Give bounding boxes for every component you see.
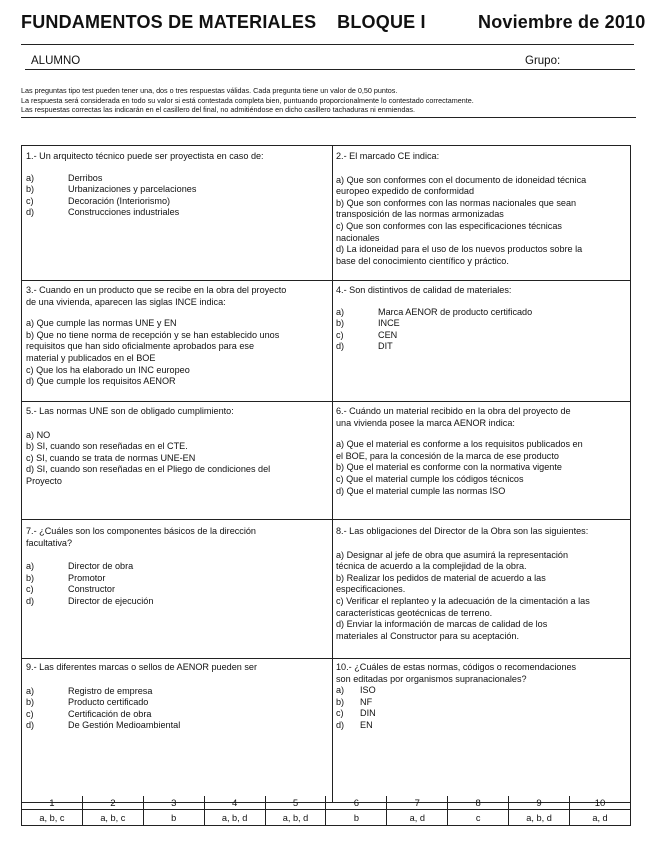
question-text-line: facultativa? [26,537,73,548]
option-line: d) Enviar la información de marcas de calidad de los [336,619,548,630]
option-line: c) Que los ha elaborado un INC europeo [26,364,190,375]
question-9 [26,662,330,732]
option-c: c) Decoración (Interiorismo) [26,195,171,206]
question-text-line: 7.- ¿Cuáles son los componentes básicos de la dirección [26,526,256,536]
question-text: 8.- Las obligaciones del Director de la Obra son las siguientes: [336,526,589,536]
option-line: especificaciones. [336,584,406,595]
option-line: c) SI, cuando se trata de normas UNE-EN [26,452,196,463]
option-line: b) Realizar los pedidos de material de acuerdo a las [336,572,546,583]
answer-value: b [326,810,387,826]
answer-value: a, d [387,810,448,826]
option-b: b) Promotor [26,572,106,583]
question-text: 4.- Son distintivos de calidad de materiales: [336,285,512,295]
answer-grid [21,796,631,826]
option-line: b) Que son conformes con las normas nacionales que sean [336,197,577,208]
row-divider [22,658,630,659]
answer-value: a, b, d [265,810,326,826]
question-3 [26,285,330,388]
option-c: c) Constructor [26,584,116,595]
answer-number: 10 [570,796,631,810]
option-line: d) Que cumple los requisitos AENOR [26,376,176,387]
question-10 [336,662,630,732]
question-text: 1.- Un arquitecto técnico puede ser proyectista en caso de: [26,151,264,161]
option-b: b) INCE [336,318,400,329]
header-divider [21,44,634,45]
option-line: base del conocimiento científico y práctico. [336,255,509,266]
question-text-line: 3.- Cuando en un producto que se recibe en la obra del proyecto [26,285,287,295]
answer-number: 7 [387,796,448,810]
option-d: d) Construcciones industriales [26,207,180,218]
exam-date: Noviembre de 2010 [478,12,646,32]
row-divider [22,401,630,402]
option-line: Proyecto [26,475,62,486]
answer-value: c [448,810,509,826]
option-line: material y publicados en el BOE [26,352,156,363]
option-c: c) CEN [336,329,398,340]
option-line: a) NO [26,429,51,440]
answer-number: 3 [143,796,204,810]
option-a: a) Marca AENOR de producto certificado [336,306,533,317]
answer-number: 4 [204,796,265,810]
option-line: a) Que son conformes con el documento de idoneidad técnica [336,174,587,185]
option-line: nacionales [336,232,380,243]
option-line: d) SI, cuando son reseñadas en el Pliego de condiciones del [26,464,271,475]
option-line: b) Que el material es conforme con la normativa vigente [336,462,562,473]
question-1 [26,151,326,219]
answer-number: 1 [22,796,83,810]
option-line: europeo expedido de conformidad [336,186,475,197]
column-divider [332,146,333,802]
option-line: características geotécnicas de terreno. [336,607,493,618]
page-title: FUNDAMENTOS DE MATERIALES BLOQUE I [21,12,426,32]
option-line: a) Que cumple las normas UNE y EN [26,318,177,329]
student-underline [25,69,635,70]
option-c: c) Certificación de obra [26,708,152,719]
question-text-line: 10.- ¿Cuáles de estas normas, códigos o recomendaciones [336,662,577,672]
option-d: d) DIT [336,341,393,352]
question-7 [26,526,330,608]
option-a: a) Director de obra [26,561,134,572]
option-line: técnica de acuerdo a la complejidad de la obra. [336,561,527,572]
option-line: a) Designar al jefe de obra que asumirá la representación [336,549,569,560]
option-d: d) De Gestión Medioambiental [26,720,181,731]
question-text-line: una vivienda posee la marca AENOR indica: [336,417,515,428]
question-text-line: 6.- Cuándo un material recibido en la obra del proyecto de [336,406,571,416]
student-label: ALUMNO [31,55,81,67]
option-line: transposición de las normas armonizadas [336,209,504,220]
option-line: d) La idoneidad para el uso de los nuevos productos sobre la [336,244,583,255]
option-line: c) Que el material cumple los códigos técnicos [336,473,524,484]
option-c: c) DIN [336,708,376,719]
option-a: a) Registro de empresa [26,685,153,696]
question-text: 9.- Las diferentes marcas o sellos de AENOR pueden ser [26,662,257,672]
option-line: b) Que no tiene norma de recepción y se han establecido unos [26,329,280,340]
option-b: b) Urbanizaciones y parcelaciones [26,184,197,195]
answer-value: b [143,810,204,826]
option-d: d) EN [336,719,373,730]
answer-value: a, b, d [204,810,265,826]
option-d: d) Director de ejecución [26,595,154,606]
option-b: b) NF [336,696,373,707]
answer-table [21,796,631,826]
group-label: Grupo: [525,55,561,67]
question-4 [336,285,630,353]
row-divider [22,519,630,520]
option-line: b) SI, cuando son reseñadas en el CTE. [26,441,188,452]
question-text-line: son editadas por organismos supranacionales? [336,673,527,684]
option-b: b) Producto certificado [26,697,149,708]
question-grid [21,145,631,803]
option-a: a) Derribos [26,172,103,183]
option-a: a) ISO [336,685,376,696]
instruction-line: Las preguntas tipo test pueden tener una, dos o tres respuestas válidas. Cada pregunta tiene un valor de 0,50 puntos. [21,86,398,95]
instructions-underline [21,117,636,118]
answer-value: a, b, d [509,810,570,826]
instructions [21,86,636,115]
instruction-line: Las respuestas correctas las indicarán en el casillero del final, no admitiéndose en dicho casillero tachaduras ni enmiendas. [21,105,415,114]
option-line: c) Que son conformes con las especificaciones técnicas [336,220,562,231]
question-text: 2.- El marcado CE indica: [336,151,440,161]
question-text-line: de una vivienda, aparecen las siglas INCE indica: [26,296,226,307]
answer-number: 8 [448,796,509,810]
instruction-line: La respuesta será considerada en todo su valor si está contestada completa bien, puntuando proporcionalmente lo contestado correctamente. [21,95,474,105]
answer-value: a, b, c [22,810,83,826]
question-8 [336,526,630,642]
answer-number: 5 [265,796,326,810]
answer-value: a, d [570,810,631,826]
answer-number: 2 [82,796,143,810]
answer-number: 6 [326,796,387,810]
option-line: a) Que el material es conforme a los requisitos publicados en [336,439,583,450]
answer-value: a, b, c [82,810,143,826]
question-5 [26,406,330,488]
option-line: requisitos que han sido oficialmente aprobados para ese [26,341,254,352]
option-line: c) Verificar el replanteo y la adecuación de la cimentación a las [336,595,590,606]
row-divider [22,280,630,281]
option-line: materiales al Constructor para su aceptación. [336,630,519,641]
question-text: 5.- Las normas UNE son de obligado cumplimiento: [26,406,234,416]
option-line: d) Que el material cumple las normas ISO [336,485,506,496]
answer-number: 9 [509,796,570,810]
question-6 [336,406,630,497]
question-2 [336,151,630,267]
option-line: el BOE, para la concesión de la marca de ese producto [336,450,559,461]
